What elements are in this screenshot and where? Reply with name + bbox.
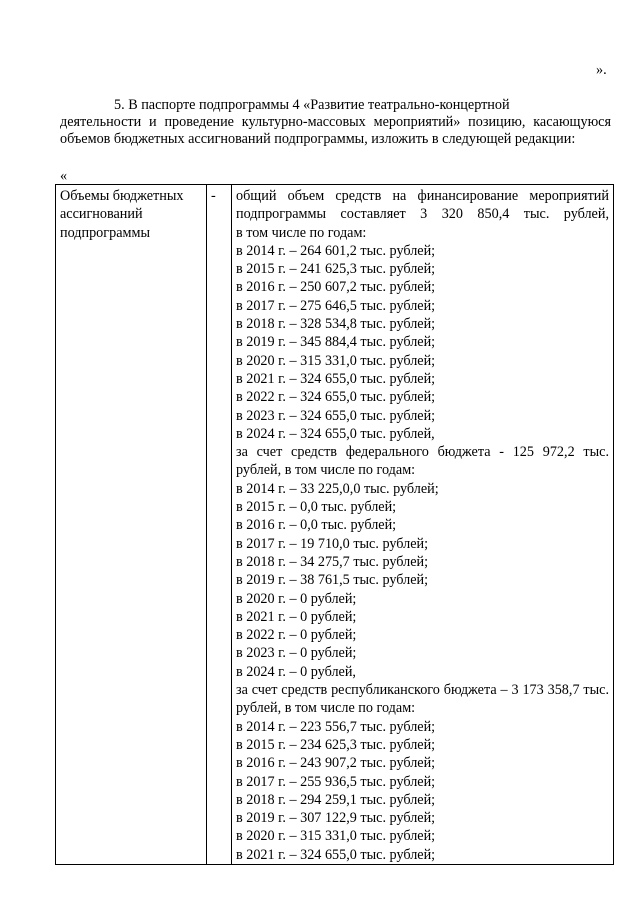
republic-year-line: в 2019 г. – 307 122,9 тыс. рублей; bbox=[236, 810, 436, 827]
federal-year-line: в 2020 г. – 0 рублей; bbox=[236, 590, 357, 607]
dash-cell: - bbox=[207, 185, 232, 865]
amendment-paragraph-first-line: 5. В паспорте подпрограммы 4 «Развитие театрально-концертной bbox=[114, 97, 510, 113]
federal-year-line: в 2023 г. – 0 рублей; bbox=[236, 645, 357, 662]
by-year-label: в том числе по годам: bbox=[236, 224, 367, 241]
total-year-line: в 2016 г. – 250 607,2 тыс. рублей; bbox=[236, 279, 436, 296]
total-funding-text: общий объем средств на финансирование мероприятий подпрограммы составляет 3 320 850,4 тыс. рублей, bbox=[236, 188, 609, 223]
opening-quote: « bbox=[60, 168, 68, 184]
federal-year-line: в 2022 г. – 0 рублей; bbox=[236, 627, 357, 644]
republic-funding-text: за счет средств республиканского бюджета – 3 173 358,7 тыс. рублей, в том числе по годам: bbox=[236, 682, 609, 717]
total-year-line: в 2022 г. – 324 655,0 тыс. рублей; bbox=[236, 389, 436, 406]
total-year-line: в 2023 г. – 324 655,0 тыс. рублей; bbox=[236, 407, 436, 424]
federal-year-line: в 2019 г. – 38 761,5 тыс. рублей; bbox=[236, 572, 429, 589]
federal-funding-text: за счет средств федерального бюджета - 125 972,2 тыс. рублей, в том числе по годам: bbox=[236, 444, 609, 479]
republic-year-line: в 2017 г. – 255 936,5 тыс. рублей; bbox=[236, 773, 436, 790]
federal-year-line: в 2016 г. – 0,0 тыс. рублей; bbox=[236, 517, 397, 534]
federal-year-line: в 2021 г. – 0 рублей; bbox=[236, 608, 357, 625]
total-year-line: в 2021 г. – 324 655,0 тыс. рублей; bbox=[236, 370, 436, 387]
republic-year-line: в 2020 г. – 315 331,0 тыс. рублей; bbox=[236, 828, 436, 845]
total-year-line: в 2017 г. – 275 646,5 тыс. рублей; bbox=[236, 297, 436, 314]
federal-year-line: в 2017 г. – 19 710,0 тыс. рублей; bbox=[236, 535, 429, 552]
republic-year-line: в 2018 г. – 294 259,1 тыс. рублей; bbox=[236, 791, 436, 808]
federal-year-line: в 2024 г. – 0 рублей, bbox=[236, 663, 356, 680]
funding-details-cell bbox=[232, 185, 614, 865]
federal-year-line: в 2015 г. – 0,0 тыс. рублей; bbox=[236, 499, 397, 516]
federal-year-line: в 2014 г. – 33 225,0,0 тыс. рублей; bbox=[236, 480, 439, 497]
total-year-line: в 2014 г. – 264 601,2 тыс. рублей; bbox=[236, 242, 436, 259]
republic-year-line: в 2014 г. – 223 556,7 тыс. рублей; bbox=[236, 718, 436, 735]
amendment-paragraph bbox=[60, 97, 611, 149]
total-year-line: в 2024 г. – 324 655,0 тыс. рублей, bbox=[236, 425, 435, 442]
total-year-line: в 2015 г. – 241 625,3 тыс. рублей; bbox=[236, 261, 436, 278]
amendment-paragraph-rest: деятельности и проведение культурно-массовых мероприятий» позицию, касающуюся объемов бюджетных ассигнований подпрограммы, изложить в следующей редакции: bbox=[60, 114, 611, 148]
total-year-line: в 2020 г. – 315 331,0 тыс. рублей; bbox=[236, 352, 436, 369]
closing-quote: ». bbox=[596, 62, 607, 78]
republic-year-line: в 2016 г. – 243 907,2 тыс. рублей; bbox=[236, 755, 436, 772]
federal-year-line: в 2018 г. – 34 275,7 тыс. рублей; bbox=[236, 553, 429, 570]
total-year-line: в 2019 г. – 345 884,4 тыс. рублей; bbox=[236, 334, 436, 351]
republic-year-line: в 2021 г. – 324 655,0 тыс. рублей; bbox=[236, 846, 436, 863]
republic-year-line: в 2015 г. – 234 625,3 тыс. рублей; bbox=[236, 736, 436, 753]
table-row bbox=[56, 185, 614, 865]
total-year-line: в 2018 г. – 328 534,8 тыс. рублей; bbox=[236, 316, 436, 333]
position-label-cell: Объемы бюджетных ассигнований подпрограммы bbox=[56, 185, 207, 865]
budget-allocation-table bbox=[55, 184, 614, 865]
